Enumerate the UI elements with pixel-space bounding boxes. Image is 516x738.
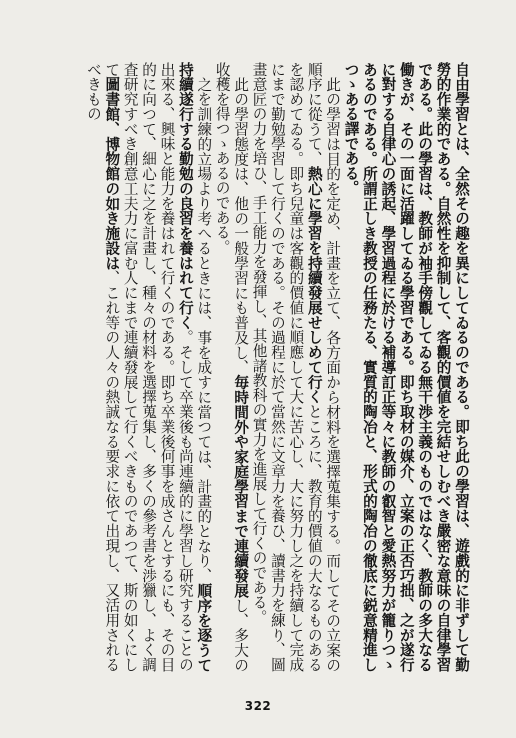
- body-text: 之を訓練的立場より考へるときには、事を成すに當つては、計畫的となり、: [195, 76, 213, 583]
- emphasized-text: 自由學習とは、全然その趣を異にしてゐるのである。即ち此の學習は、遊戲的に非ずして勤勞的作業的である。自然性を抑制して、客觀的價値を完結せしむべき嚴密な意味の自律學習である。此の學習は、教師が袖手傍觀してゐる無干渉主義のものではなく、教師の多大なる働きが、その一面に活躍してゐる學習である。即ち取材の媒介、立案の正否巧拙、之が遂行に對する自律心の誘起、學習過程に於ける補導訂正等々に教師の叡智と愛熱努力が籠りつゝあるのである。所謂正しき教授の任務たる、實質的陶冶と、形式的陶冶の徹底に鋭意精進しつゝある譯である。: [342, 62, 470, 672]
- body-text: し、多大の收穫を得つゝあるのである。: [213, 62, 250, 672]
- paragraph: [341, 62, 470, 672]
- vertical-text-body: [50, 62, 470, 672]
- emphasized-text: 毎時間外や家庭學習まで連續發展: [232, 374, 250, 598]
- body-text: 。そして卒業後も尚連續的に學習し研究することの出來る、興味と能力を養はれて行くのである。即ち卒業後何事を成さんとするにも、その目的に向つて、細心に之を計畫し、種々の材料を選擇蒐集し、多くの參考書を渉獵し、よく調査研究すべき創意工夫力に富む人にまで連續發展して行くべきものであつて、斯の如くにして: [103, 62, 194, 672]
- emphasized-text: 熱心に學習を持續發展せしめて行く: [305, 166, 323, 405]
- paragraph: [83, 62, 212, 672]
- emphasized-text: 圖書館、博物館の如き施設は: [103, 76, 121, 271]
- body-text: 此の學習態度は、他の一般學習にも普及し、: [232, 76, 250, 375]
- body-text: 此の學習は目的を定め、計畫を立て、各方面から材料を選擇蒐集する。而してその立案の順序に從うて、: [305, 62, 342, 672]
- body-text: 、これ等の人々の熱誠なる要求に依て出現し、又活用されるべきもの: [84, 62, 121, 672]
- paragraph: [212, 62, 249, 672]
- body-text: ところに、教育的價値の大なるものあるを認めてゐる。即ち兒童は客觀的價値に順應して大に苦心し、大に努力し之を持續して完成にまで勤勉學習して行くのである。その過程に於て當然に文章力を養ひ、讀書力を練り、圖畫意匠の力を培ひ、手工能力を發揮し、其他諸教科の實力を進展して行くのである。: [250, 62, 323, 672]
- paragraph: [249, 62, 341, 672]
- emphasized-text: 順序を逐うて持續遂行する勤勉の良習を養はれて行く: [176, 62, 213, 672]
- page-number: 322: [244, 699, 272, 713]
